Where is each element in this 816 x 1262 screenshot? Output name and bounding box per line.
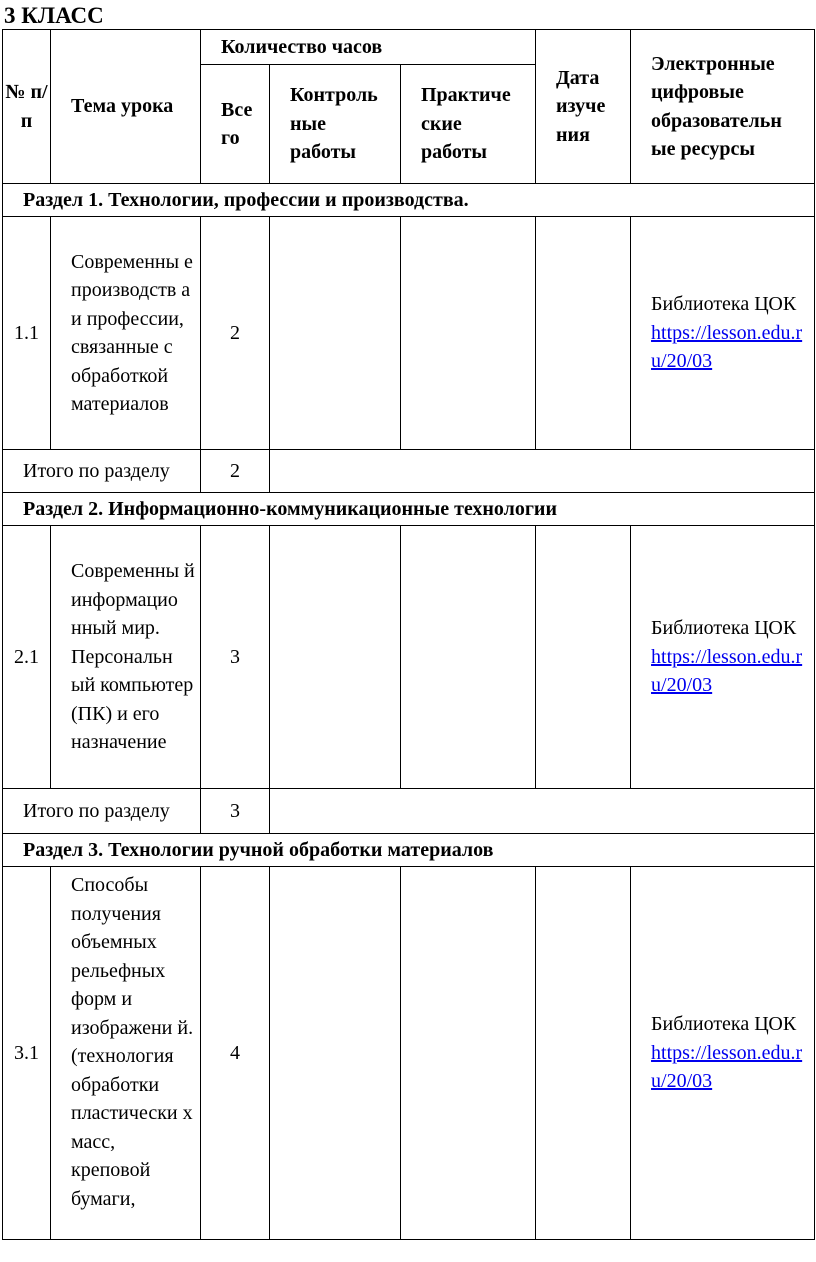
row-total: 4 [201, 867, 270, 1240]
subtotal-row [3, 450, 815, 493]
row-date [536, 217, 631, 450]
subtotal-value: 3 [201, 789, 270, 834]
section-title: Раздел 2. Информационно-коммуникационные технологии [3, 493, 815, 526]
resource-link[interactable]: https://lesson.edu.ru/20/03 [651, 645, 803, 697]
subtotal-row [3, 789, 815, 834]
row-total: 3 [201, 526, 270, 789]
row-topic: Способы получения объемных рельефных форм и изображени й. (технология обработки пластически х масс, креповой бумаги, [51, 867, 201, 1240]
row-date [536, 867, 631, 1240]
section-row [3, 493, 815, 526]
row-topic: Современны й информацио нный мир. Персональн ый компьютер (ПК) и его назначение [51, 526, 201, 789]
subtotal-label: Итого по разделу [3, 789, 201, 834]
section-row [3, 184, 815, 217]
section-row [3, 834, 815, 867]
header-control: Контроль ные работы [270, 65, 401, 184]
row-num: 2.1 [3, 526, 51, 789]
row-total: 2 [201, 217, 270, 450]
row-resources [631, 217, 815, 450]
subtotal-empty [270, 450, 815, 493]
row-control [270, 526, 401, 789]
row-num: 3.1 [3, 867, 51, 1240]
header-resources: Электронные цифровые образовательн ые ресурсы [631, 30, 815, 184]
header-practical: Практиче ские работы [401, 65, 536, 184]
row-num: 1.1 [3, 217, 51, 450]
resource-label: Библиотека ЦОК [651, 617, 797, 640]
section-title: Раздел 3. Технологии ручной обработки материалов [3, 834, 815, 867]
row-practical [401, 217, 536, 450]
header-total: Все го [201, 65, 270, 184]
row-resources [631, 867, 815, 1240]
header-hours-group: Количество часов [201, 30, 536, 65]
row-control [270, 217, 401, 450]
header-topic: Тема урока [51, 30, 201, 184]
row-date [536, 526, 631, 789]
resource-link[interactable]: https://lesson.edu.ru/20/03 [651, 1041, 803, 1093]
row-control [270, 867, 401, 1240]
resource-link[interactable]: https://lesson.edu.ru/20/03 [651, 321, 803, 373]
row-topic: Современны е производств а и профессии, связанные с обработкой материалов [51, 217, 201, 450]
header-row [3, 30, 815, 65]
page-title: 3 КЛАСС [4, 3, 104, 28]
header-num: № п/ п [3, 30, 51, 184]
resource-label: Библиотека ЦОК [651, 293, 797, 316]
section-title: Раздел 1. Технологии, профессии и производства. [3, 184, 815, 217]
header-date: Дата изуче ния [536, 30, 631, 184]
row-resources [631, 526, 815, 789]
subtotal-empty [270, 789, 815, 834]
row-practical [401, 526, 536, 789]
table-row [3, 526, 815, 789]
subtotal-label: Итого по разделу [3, 450, 201, 493]
table-row [3, 217, 815, 450]
resource-label: Библиотека ЦОК [651, 1013, 797, 1036]
subtotal-value: 2 [201, 450, 270, 493]
lesson-plan-table [2, 29, 815, 1240]
row-practical [401, 867, 536, 1240]
table-row [3, 867, 815, 1240]
